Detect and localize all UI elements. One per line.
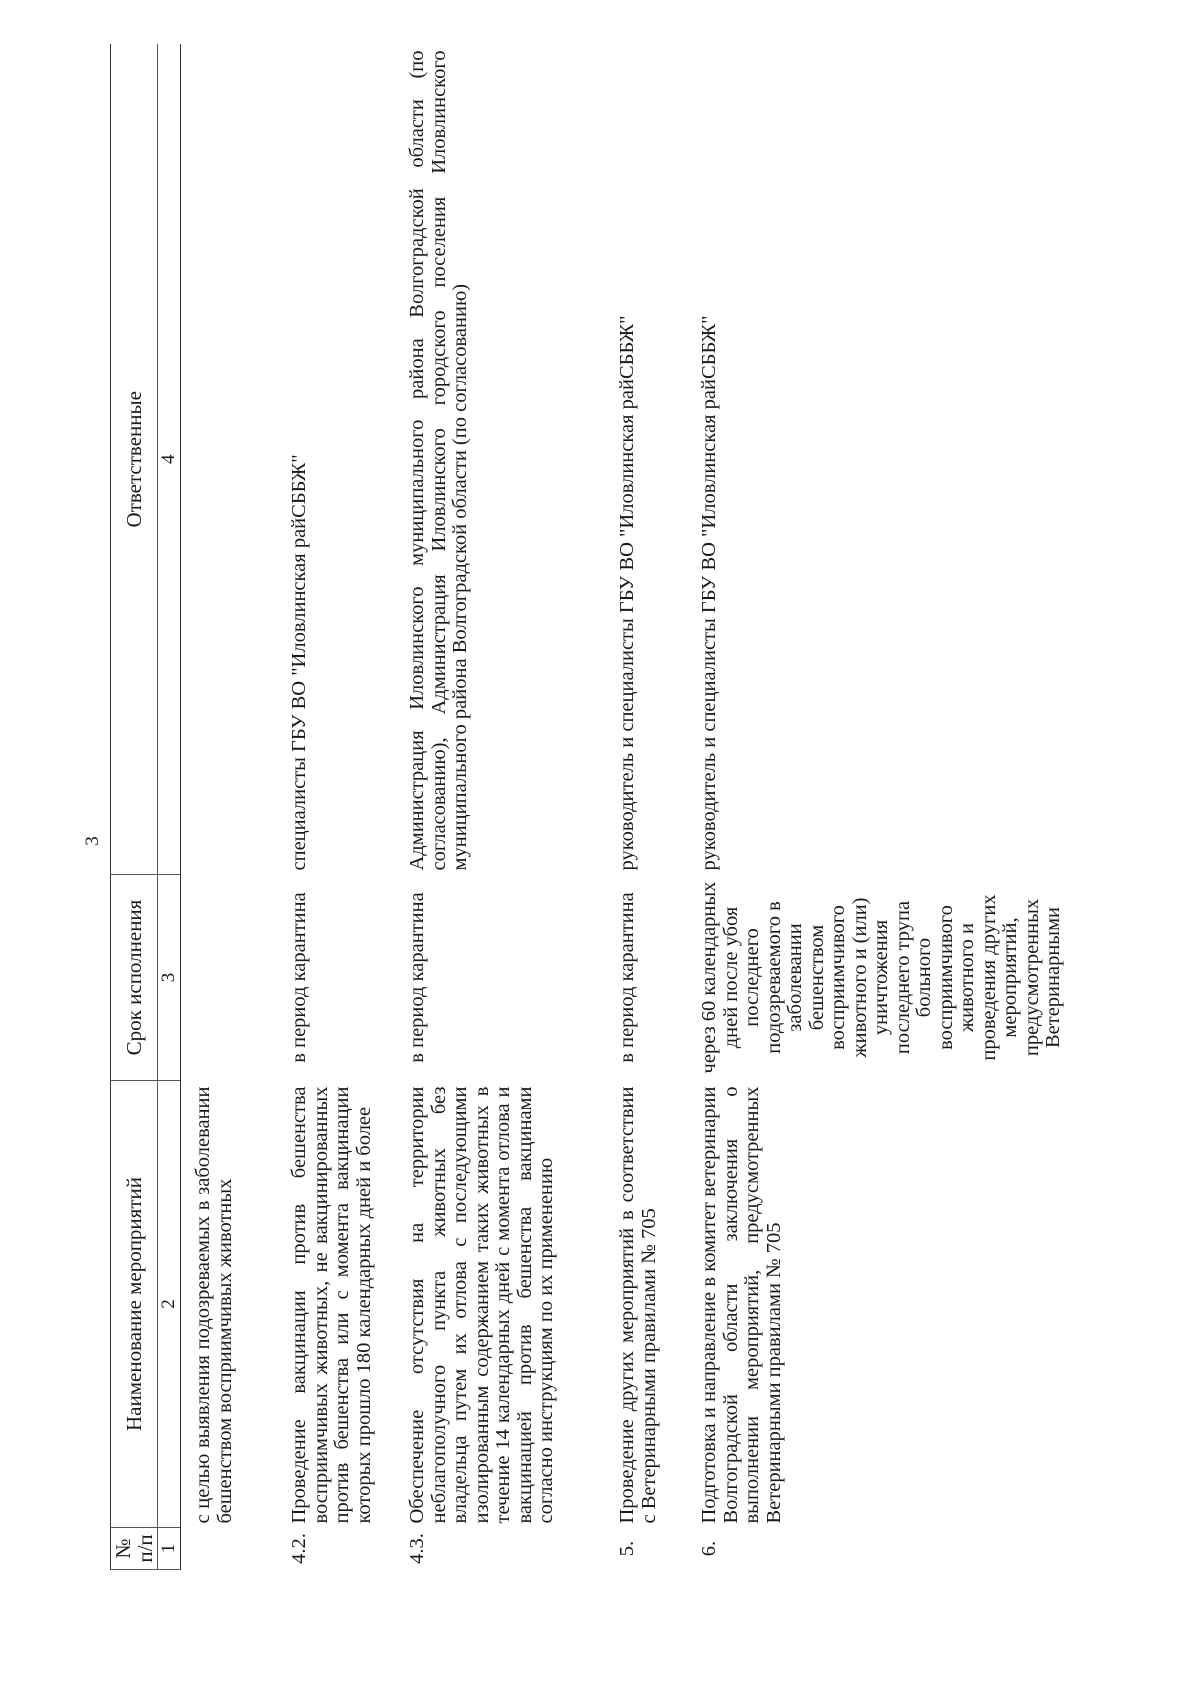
row-term: в период карантина [616,892,639,1063]
page-number: 3 [82,836,103,846]
header-responsible: Ответственные [111,45,158,875]
row-number: 4.2. [288,1533,311,1564]
row-activity: с целью выявления подозреваемых в заболевании бешенством восприимчивых животных [192,1086,236,1524]
row-number: 4.3. [406,1533,429,1564]
header-number: № п/п [111,1528,158,1570]
table-row [289,45,407,1570]
header-activity: Наименование мероприятий [111,1081,158,1528]
row-number: 6. [698,1540,721,1557]
row-activity: Обеспечение отсутствия на территории неблагополучного пункта животных без владельца путем их отлова с последующими изолированным содержанием таких животных в течение 14 календарных дней с момента отлова и вакцинацией против бешенства вакцинами согласно инструкциям по их применению [406,1086,558,1524]
table-header-row [111,45,158,1570]
row-responsible: руководитель и специалисты ГБУ ВО "Иловлинская райСББЖ" [616,315,639,871]
row-number: 5. [616,1540,639,1557]
table-row [617,45,699,1570]
header-term: Срок исполнения [111,875,158,1081]
row-term [181,875,290,1081]
row-term: через 60 календарных дней после убоя последнего подозреваемого в заболевании бешенством восприимчивого животного и (или) уничтожения последнего трупа больного восприимчивого животного и проведения других мероприятий, предусмотренных Ветеринарными [698,881,1065,1074]
column-number: 3 [158,875,181,1081]
row-number [181,1528,290,1570]
row-responsible: руководитель и специалисты ГБУ ВО "Иловлинская райСББЖ" [698,315,721,871]
row-responsible: специалисты ГБУ ВО "Иловлинская райСББЖ" [288,454,311,871]
row-activity: Подготовка и направление в комитет ветеринарии Волгоградской области заключения о выполнении мероприятий, предусмотренных Ветеринарными правилами № 705 [698,1086,785,1524]
row-activity: Проведение вакцинации против бешенства восприимчивых животных, не вакцинированных против бешенства или с момента вакцинации которых прошло 180 календарных дней и более [288,1086,375,1524]
rotated-page [110,45,1065,1570]
row-responsible [181,45,290,875]
row-term: в период карантина [406,892,429,1063]
table-row [181,45,290,1570]
table-row [699,45,1065,1570]
column-number: 4 [158,45,181,875]
row-activity: Проведение других мероприятий в соответствии с Ветеринарными правилами № 705 [616,1086,660,1524]
column-number: 2 [158,1081,181,1528]
table-row [407,45,617,1570]
column-number-row [158,45,181,1570]
measures-table [110,45,1065,1571]
row-term: в период карантина [288,892,311,1063]
row-responsible: Администрация Иловлинского муниципального района Волгоградской области (по согласованию), Администрация Иловлинского городского поселения Иловлинского муниципального района Волгоградской области (по согласованию) [406,50,472,871]
column-number: 1 [158,1528,181,1570]
